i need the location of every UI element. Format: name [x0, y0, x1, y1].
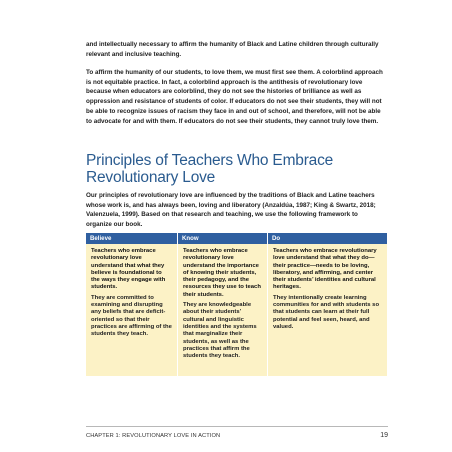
- table-header-believe: Believe: [86, 233, 178, 244]
- intro-paragraph: and intellectually necessary to affirm the humanity of Black and Latine children through culturally relevant and inclusive teaching.: [86, 41, 379, 58]
- table-cell-know: [178, 244, 268, 376]
- know-lead: Teachers who embrace revolutionary love understand the importance of knowing their students, their pedagogy, and the resources they use to teach their students.: [183, 248, 261, 298]
- table-cell-believe: [86, 244, 178, 376]
- section-heading: Principles of Teachers Who Embrace Revolutionary Love: [86, 152, 334, 186]
- footer-divider: [86, 426, 388, 427]
- table-cell-do: [268, 244, 388, 376]
- believe-body: They are committed to examining and disrupting any beliefs that are deficit-oriented so that their practices are affirming of the students they teach.: [91, 294, 172, 338]
- do-lead: Teachers who embrace revolutionary love understand that what they do—their practice—needs to be loving, liberatory, and affirming, and center their students’ identities and cultural heritages.: [273, 248, 377, 291]
- know-body: They are knowledgeable about their students’ cultural and linguistic identities and the systems that marginalize their students, as well as the practices that affirm the students they teach.: [183, 302, 257, 360]
- believe-lead: Teachers who embrace revolutionary love understand that what they believe is foundational to the ways they engage with students.: [91, 248, 166, 291]
- table-header-know: Know: [178, 233, 268, 244]
- footer-chapter-title: CHAPTER 1: REVOLUTIONARY LOVE IN ACTION: [86, 433, 221, 439]
- colorblind-paragraph: To affirm the humanity of our students, to love them, we must first see them. A colorblind approach is not equitable practice. In fact, a colorblind approach is the antithesis of revolutionary love because when educators are colorblind, they do not see the histories of brilliance as well as oppression and resistance of students of color. If educators do not see their students, they will not be able to recognize issues of racism they face in and out of school, and therefore, will not be able to advocate for and with them. If educators do not see their students, they cannot truly love them.: [86, 69, 383, 125]
- do-body: They intentionally create learning communities for and with students so that students can learn at their full potential and feel seen, heard, and valued.: [273, 294, 380, 330]
- table-header-do: Do: [268, 233, 388, 244]
- principles-table: [86, 233, 388, 376]
- framework-paragraph: Our principles of revolutionary love are influenced by the traditions of Black and Latine teachers whose work is, and has always been, loving and liberatory (Anzaldúa, 1987; King & Swartz, 2018; Valenzuela, 1999). Based on that research and teaching, we use the following framework to organize our book.: [86, 192, 376, 229]
- page-number: 19: [380, 432, 388, 439]
